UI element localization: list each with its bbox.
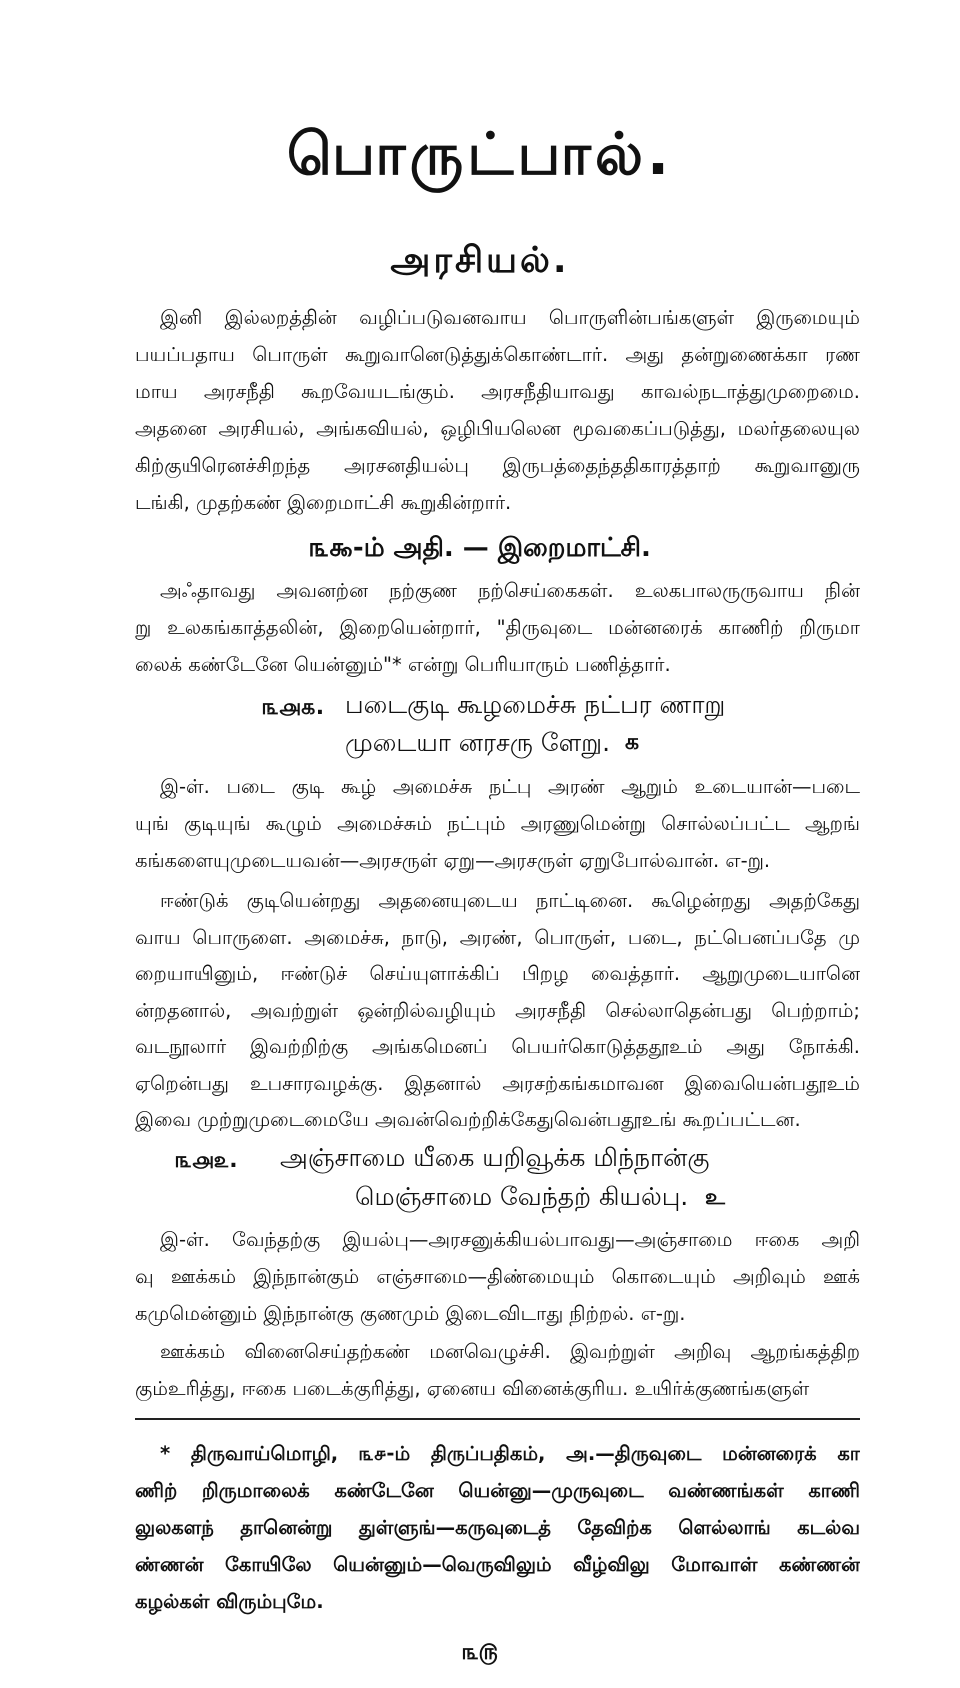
text-line: ஏறென்பது உபசாரவழக்கு. இதனால் அரசற்கங்கமாவன இவையென்பதூஉம் xyxy=(135,1071,860,1095)
text-line: லைக் கண்டேனே யென்னும்"* என்று பெரியாரும் பணித்தார். xyxy=(135,653,671,676)
text-line: கங்களையுமுடையவன்—அரசருள் ஏறு—அரசருள் ஏறுபோல்வான். எ-று. xyxy=(135,849,771,872)
text-line: ன்றதனால், அவற்றுள் ஒன்றில்வழியும் அரசநீதி செல்லாதென்பது பெற்றாம்; xyxy=(135,998,860,1022)
text-line: று உலகங்காத்தலின், இறையென்றார், "திருவுடை மன்னரைக் காணிற் றிருமா xyxy=(135,616,860,639)
text-line: வடநூலார் இவற்றிற்கு அங்கமெனப் பெயர்கொடுத்ததூஉம் அது நோக்கி. xyxy=(135,1035,860,1058)
text-line: இனி இல்லறத்தின் வழிப்படுவனவாய பொருளின்பங்களுள் இருமையும் xyxy=(160,306,860,329)
kural-line-2: முடையா னரசரு ளேறு. xyxy=(345,728,611,757)
chapter-heading: ௩௯-ம் அதி. — இறைமாட்சி. xyxy=(309,533,651,563)
text-line: யுங் குடியுங் கூழும் அமைச்சும் நட்பும் அரணுமென்று சொல்லப்பட்ட ஆறங் xyxy=(135,812,860,835)
kural-number: ௩௮௧. xyxy=(262,695,325,720)
text-line: கமுமென்னும் இந்நான்கு குணமும் இடைவிடாது நிற்றல். எ-று. xyxy=(135,1302,686,1325)
kural-index: உ xyxy=(705,1185,725,1210)
text-line: அதனை அரசியல், அங்கவியல், ஒழிபியலென மூவகைப்படுத்து, மலர்தலையுல xyxy=(135,417,860,440)
text-line: ண்ணன் கோயிலே யென்னும்—வெருவிலும் வீழ்விலு மோவாள் கண்ணன் xyxy=(135,1553,860,1576)
text-line: இ-ள். வேந்தற்கு இயல்பு—அரசனுக்கியல்பாவது—அஞ்சாமை ஈகை அறி xyxy=(160,1228,860,1251)
text-line: பயப்பதாய பொருள் கூறுவானெடுத்துக்கொண்டார். அது தன்றுணைக்கா ரண xyxy=(135,343,860,366)
text-line: அஃதாவது அவனற்ன நற்குண நற்செய்கைகள். உலகபாலருருவாய நின் xyxy=(160,579,860,602)
kural-number: ௩௮௨. xyxy=(175,1148,238,1173)
text-line: இவை முற்றுமுடைமையே அவன்வெற்றிக்கேதுவென்பதூஉங் கூறப்பட்டன. xyxy=(135,1108,801,1131)
footnote-divider xyxy=(135,1418,860,1420)
kural-index: க xyxy=(625,730,640,755)
text-line: டங்கி, முதற்கண் இறைமாட்சி கூறுகின்றார். xyxy=(135,491,512,514)
text-line: லுலகளந் தானென்று துள்ளுங்—கருவுடைத் தேவிற்க ளெல்லாங் கடல்வ xyxy=(135,1516,860,1539)
part-title: பொருட்பால். xyxy=(286,120,674,188)
text-line: வு ஊக்கம் இந்நான்கும் எஞ்சாமை—திண்மையும் கொடையும் அறிவும் ஊக் xyxy=(135,1265,860,1288)
section-title: அரசியல். xyxy=(390,240,570,281)
text-line: மாய அரசநீதி கூறவேயடங்கும். அரசநீதியாவது காவல்நடாத்துமுறைமை. xyxy=(135,380,860,403)
text-line: கிற்குயிரெனச்சிறந்த அரசனதியல்பு இருபத்தைந்ததிகாரத்தாற் கூறுவானுரு xyxy=(135,454,860,477)
text-line: கும்உரித்து, ஈகை படைக்குரித்து, ஏனைய வினைக்குரிய. உயிர்க்குணங்களுள் xyxy=(135,1377,810,1400)
text-line: வாய பொருளை. அமைச்சு, நாடு, அரண், பொருள், படை, நட்பெனப்பதே மு xyxy=(135,925,860,949)
text-line: கழல்கள் விரும்புமே. xyxy=(135,1590,324,1613)
text-line: ஊக்கம் வினைசெய்தற்கண் மனவெழுச்சி. இவற்றுள் அறிவு ஆறங்கத்திற xyxy=(160,1340,860,1363)
kural-line-1: படைகுடி கூழமைச்சு நட்பர ணாறு xyxy=(345,690,726,719)
text-line: * திருவாய்மொழி, ௩௪-ம் திருப்பதிகம், அ.—திருவுடை மன்னரைக் கா xyxy=(160,1442,860,1465)
page-number: ௩௫ xyxy=(461,1640,499,1665)
text-line: றையாயினும், ஈண்டுச் செய்யுளாக்கிப் பிறழ வைத்தார். ஆறுமுடையானெ xyxy=(135,962,860,985)
text-line: ணிற் றிருமாலைக் கண்டேனே யென்னு—முருவுடை வண்ணங்கள் காணி xyxy=(135,1479,860,1502)
kural-line-1: அஞ்சாமை யீகை யறிவூக்க மிந்நான்கு xyxy=(280,1143,710,1172)
text-line: இ-ள். படை குடி கூழ் அமைச்சு நட்பு அரண் ஆறும் உடையான்—படை xyxy=(160,775,860,798)
text-line: ஈண்டுக் குடியென்றது அதனையுடைய நாட்டினை. கூழென்றது அதற்கேது xyxy=(160,889,860,912)
kural-line-2: மெஞ்சாமை வேந்தற் கியல்பு. xyxy=(355,1182,689,1211)
